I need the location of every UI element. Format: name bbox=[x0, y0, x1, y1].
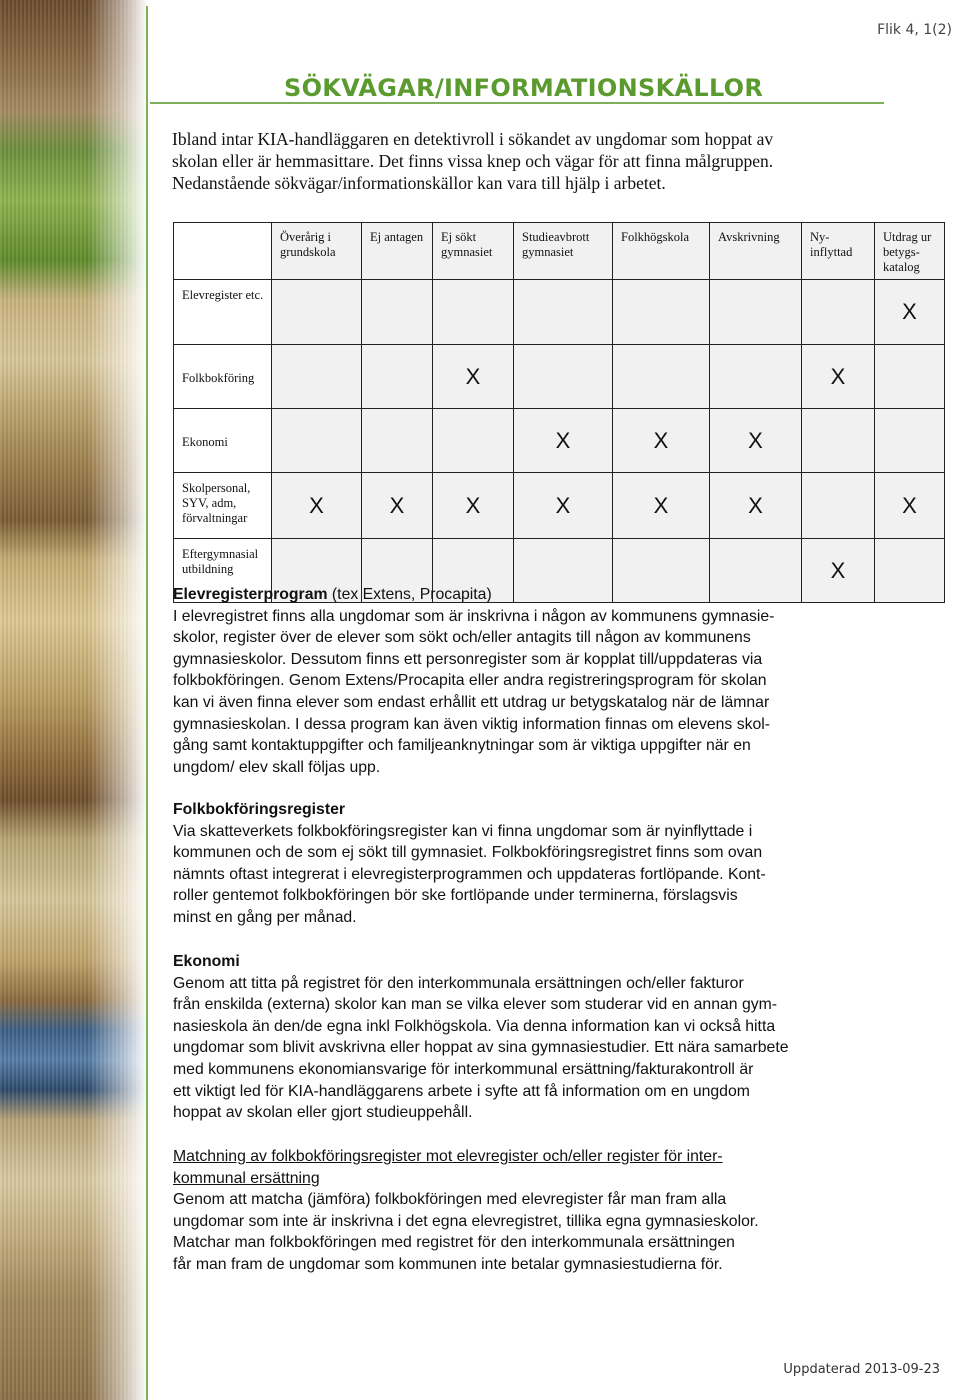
table-cell bbox=[802, 473, 875, 539]
table-cell: X bbox=[802, 539, 875, 603]
section-ekonomi bbox=[173, 951, 873, 1124]
column-header: Folkhögskola bbox=[613, 223, 710, 280]
table-cell: X bbox=[875, 280, 945, 345]
column-header: Ej antagen bbox=[362, 223, 433, 280]
column-header: Överårig i grundskola bbox=[272, 223, 362, 280]
table-row bbox=[174, 409, 945, 473]
table-cell: X bbox=[710, 473, 802, 539]
section-elevregister bbox=[173, 584, 873, 778]
row-label: Folkbokföring bbox=[174, 345, 272, 409]
table-cell: X bbox=[875, 473, 945, 539]
table-corner-cell bbox=[174, 223, 272, 280]
table-cell bbox=[875, 345, 945, 409]
row-label: Ekonomi bbox=[174, 409, 272, 473]
section-folkbokforing bbox=[173, 799, 873, 929]
table-cell bbox=[710, 280, 802, 345]
table-cell bbox=[802, 409, 875, 473]
table-cell: X bbox=[362, 473, 433, 539]
table-cell bbox=[875, 539, 945, 603]
margin-rule bbox=[146, 6, 148, 1400]
section-paragraph: Genom att matcha (jämföra) folkbokföringen med elevregister får man fram alla ungdomar som inte är inskrivna i det egna elevregistret, tillika egna gymnasieskolor. Matchar man folkbokföringen med registret för den interkommunala ersättningen får man fram de ungdomar som kommunen inte betalar gymnasiestudierna för. bbox=[173, 1191, 759, 1273]
section-heading: Matchning av folkbokföringsregister mot elevregister och/eller register för inter- kommunal ersättning bbox=[173, 1148, 723, 1187]
section-heading: Ekonomi bbox=[173, 953, 240, 970]
table-cell bbox=[272, 345, 362, 409]
table-cell bbox=[272, 409, 362, 473]
table-cell: X bbox=[802, 345, 875, 409]
table-cell: X bbox=[433, 345, 514, 409]
table-cell: X bbox=[613, 473, 710, 539]
section-matchning bbox=[173, 1146, 873, 1276]
table-cell: X bbox=[710, 409, 802, 473]
section-heading-suffix: (tex Extens, Procapita) bbox=[327, 586, 492, 603]
intro-paragraph: Ibland intar KIA-handläggaren en detektivroll i sökandet av ungdomar som hoppat av skolan eller är hemmasittare. Det finns vissa knep och vägar för att finna målgruppen. Nedanstående sökvägar/informationskällor kan vara till hjälp i arbetet. bbox=[172, 129, 774, 193]
table-cell bbox=[433, 409, 514, 473]
table-cell bbox=[362, 345, 433, 409]
table-cell bbox=[802, 280, 875, 345]
table-cell bbox=[514, 280, 613, 345]
updated-date: Uppdaterad 2013-09-23 bbox=[783, 1362, 940, 1377]
table-cell: X bbox=[272, 473, 362, 539]
section-paragraph: Via skatteverkets folkbokföringsregister kan vi finna ungdomar som är nyinflyttade i kommunen och de som ej sökt till gymnasiet. Folkbokföringsregistret finns som ovan nämnts oftast integrerat i elevregisterprogrammen och uppdateras fortlöpande. Kont- roller gentemot folkbokföringen bör ske fortlöpande under terminerna, förslagsvis minst en gång per månad. bbox=[173, 822, 766, 926]
row-label: Skolpersonal, SYV, adm, förvaltningar bbox=[174, 473, 272, 539]
table-header-row bbox=[174, 223, 945, 280]
table-row bbox=[174, 473, 945, 539]
book-stack-image bbox=[0, 0, 148, 1400]
table-row bbox=[174, 345, 945, 409]
section-heading: Folkbokföringsregister bbox=[173, 801, 346, 818]
table-cell bbox=[710, 345, 802, 409]
column-header: Ej sökt gymnasiet bbox=[433, 223, 514, 280]
column-header: Ny-inflyttad bbox=[802, 223, 875, 280]
table-cell bbox=[514, 345, 613, 409]
table-cell: X bbox=[613, 409, 710, 473]
table-cell bbox=[433, 280, 514, 345]
table-cell bbox=[362, 280, 433, 345]
page-title: SÖKVÄGAR/INFORMATIONSKÄLLOR bbox=[284, 74, 764, 102]
section-paragraph: Genom att titta på registret för den interkommunala ersättningen och/eller fakturor från enskilda (externa) skolor kan man se vilka elever som studerar vid en annan gym- nasieskola än den/de egna inkl Folkhögskola. Via denna information kan vi också hitta ungdomar som blivit avskrivna eller hoppat av sina gymnasiestudier. Ett nära samarbete med kommunens ekonomiansvarige för interkommunal ersättning/fakturakontroll är ett viktigt led för KIA-handläggarens arbete i syfte att få information om en ungdom hoppat av skolan eller gjort studieuppehåll. bbox=[173, 974, 789, 1122]
row-label: Elevregister etc. bbox=[174, 280, 272, 345]
row-label: Eftergymnasial utbildning bbox=[174, 539, 272, 603]
table-cell bbox=[613, 280, 710, 345]
column-header: Avskrivning bbox=[710, 223, 802, 280]
section-heading: Elevregisterprogram bbox=[173, 586, 328, 603]
source-matrix-table bbox=[173, 222, 945, 603]
column-header: Studieavbrott gymnasiet bbox=[514, 223, 613, 280]
table-row bbox=[174, 280, 945, 345]
table-cell: X bbox=[433, 473, 514, 539]
table-cell bbox=[362, 409, 433, 473]
table-cell bbox=[272, 280, 362, 345]
table-cell bbox=[875, 409, 945, 473]
table-cell bbox=[613, 345, 710, 409]
page-label: Flik 4, 1(2) bbox=[877, 22, 952, 38]
column-header: Utdrag ur betygs-katalog bbox=[875, 223, 945, 280]
section-heading-line bbox=[173, 584, 873, 606]
table-cell: X bbox=[514, 473, 613, 539]
title-underline bbox=[150, 102, 884, 104]
table-cell: X bbox=[514, 409, 613, 473]
section-paragraph: I elevregistret finns alla ungdomar som är inskrivna i någon av kommunens gymnasie- skolor, register över de elever som sökt och/eller antagits till någon av kommunens gymnasieskolor. Dessutom finns ett personregister som är kopplat till/uppdateras via folkbokföringen. Genom Extens/Procapita eller andra registreringsprogram för skolan kan vi även finna elever som endast erhållit ett utdrag ur betygskatalog när de lämnar gymnasieskolan. I dessa program kan även viktig information finnas om elevens skol- gång samt kontaktuppgifter och familjeanknytningar som är viktiga uppgifter när en ungdom/ elev skall följas upp. bbox=[173, 607, 775, 776]
